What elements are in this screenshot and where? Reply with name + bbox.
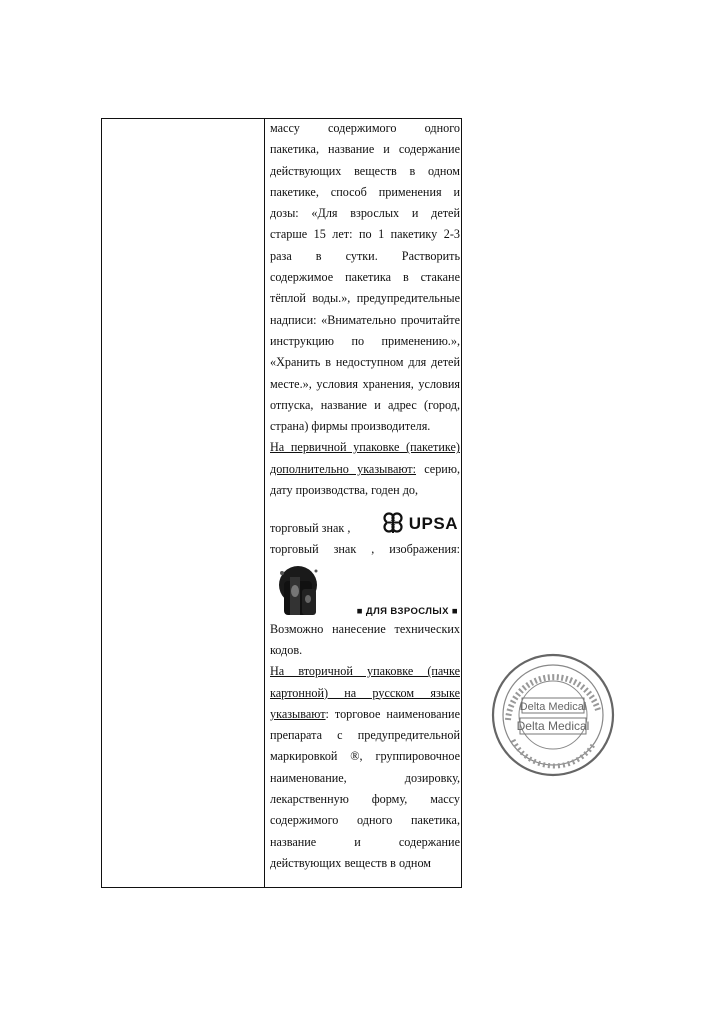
paragraph-1: массу содержимого одного пакетика, название и содержание действующих веществ в одном пакетике, способ применения и дозы: «Для взрослых и детей старше 15 лет: по 1 пакетику 2-3 раза в сутки. Растворить содержимое пакетика в стакане тёплой воды.», предупредительные надписи: «Внимательно прочитайте инструкцию по применению.», «Хранить в недоступном для детей месте.», условия хранения, условия отпуска, название и адрес (город, страна) фирмы производителя. [270,121,460,434]
secondary-package-colon: : [325,706,329,721]
stamp-text-1: Delta Medical [519,701,587,713]
images-block [270,561,460,619]
secondary-package-text: торговое наименование препарата с предупредительной маркировкой ®, группировочное наименование, дозировку, лекарственную форму, массу содержимого одного пакетика, название и содержание действующих веществ в одном [270,706,460,870]
column-divider-right [461,118,462,888]
column-divider-left [264,119,265,887]
upsa-brand-text: UPSA [408,513,458,533]
paragraph-2 [270,437,460,501]
adult-label: ■ ДЛЯ ВЗРОСЛЫХ ■ [356,605,458,617]
bottle-image [270,561,330,619]
content-cell [270,118,460,874]
upsa-logo [381,511,458,535]
trademark-label-1: торговый знак , [270,521,351,536]
secondary-package-heading: На вторичной упаковке (пачке картонной) на русском языке указывают [270,664,460,721]
round-stamp [488,650,618,780]
paragraph-4 [270,661,460,874]
trademark-row [270,501,460,539]
stamp-text-2: Delta Medical [516,719,590,733]
trademark-label-2: торговый знак , изображения: [270,542,460,557]
paragraph-3: Возможно нанесение технических кодов. [270,621,460,657]
clover-icon [381,511,405,535]
primary-package-text: серию, дату производства, годен до, [270,461,460,498]
primary-package-heading: На первичной упаковке (пакетике) дополнительно указывают: [270,440,460,476]
